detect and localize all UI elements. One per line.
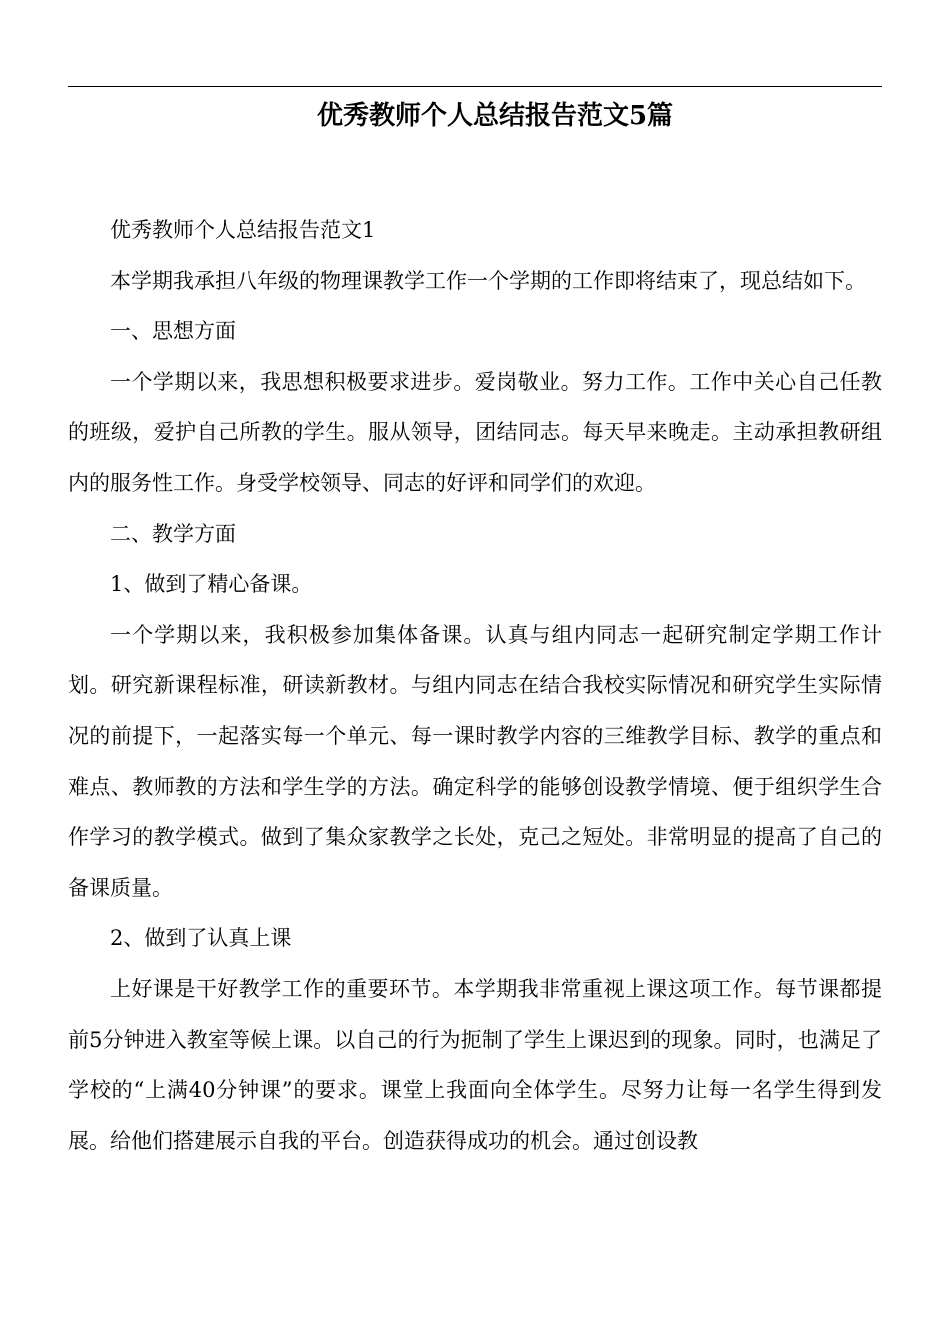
thought-paragraph: 一个学期以来，我思想积极要求进步。爱岗敬业。努力工作。工作中关心自己任教的班级，爱护自己所教的学生。服从领导，团结同志。每天早来晚走。主动承担教研组内的服务性工作。身受学校领导、同志的好评和同学们的欢迎。 [68,369,882,495]
lesson-prep-paragraph: 一个学期以来，我积极参加集体备课。认真与组内同志一起研究制定学期工作计划。研究新课程标准，研读新教材。与组内同志在结合我校实际情况和研究学生实际情况的前提下，一起落实每一个单元、每一课时教学内容的三维教学目标、教学的重点和难点、教师教的方法和学生学的方法。确定科学的能够创设教学情境、便于组织学生合作学习的教学模式。做到了集众家教学之长处，克己之短处。非常明显的提高了自己的备课质量。 [68,622,882,900]
intro-paragraph: 本学期我承担八年级的物理课教学工作一个学期的工作即将结束了，现总结如下。 [110,268,866,293]
header-rule [68,86,882,87]
document-body [68,205,882,1166]
subheading-lesson-prep: 1、做到了精心备课。 [110,572,313,597]
document-title: 优秀教师个人总结报告范文5篇 [316,101,674,131]
section-heading-report-1: 优秀教师个人总结报告范文1 [110,218,376,242]
section-heading-teaching: 二、教学方面 [110,521,236,546]
section-heading-thought: 一、思想方面 [110,319,236,344]
class-teaching-paragraph: 上好课是干好教学工作的重要环节。本学期我非常重视上课这项工作。每节课都提前5分钟进入教室等候上课。以自己的行为扼制了学生上课迟到的现象。同时，也满足了学校的“上满40分钟课”的要求。课堂上我面向全体学生。尽努力让每一名学生得到发展。给他们搭建展示自我的平台。创造获得成功的机会。通过创设教 [68,976,882,1153]
subheading-class-teaching: 2、做到了认真上课 [110,926,292,951]
